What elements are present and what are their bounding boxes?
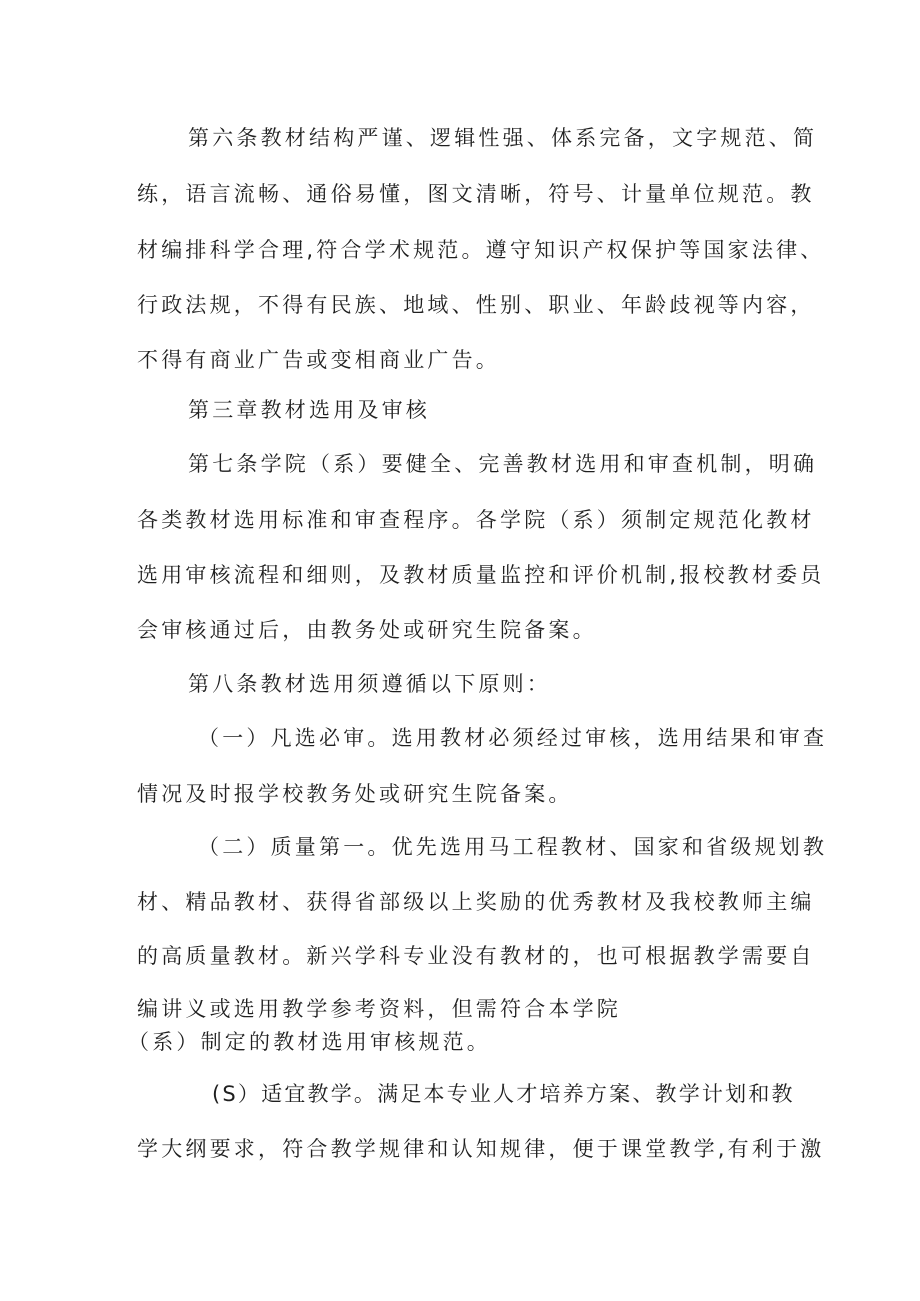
text-line: 编讲义或选用教学参考资料，但需符合本学院 — [137, 997, 621, 1021]
text-line: 第八条教材选用须遵循以下原则： — [188, 672, 551, 696]
text-line: （一）凡选必审。选用教材必须经过审核，选用结果和审查 — [198, 726, 828, 750]
text-line: 材编排科学合理,符合学术规范。遵守知识产权保护等国家法律、 — [137, 238, 825, 262]
text-line: (S）适宜教学。满足本专业人才培养方案、教学计划和教 — [212, 1082, 795, 1106]
section-heading: 第三章教材选用及审核 — [188, 398, 430, 422]
text-line: 练，语言流畅、通俗易懂，图文清晰，符号、计量单位规范。教 — [137, 182, 815, 206]
text-line: 行政法规，不得有民族、地域、性别、职业、年龄歧视等内容， — [137, 293, 815, 317]
text-line: （系）制定的教材选用审核规范。 — [128, 1030, 491, 1054]
text-line: 情况及时报学校教务处或研究生院备案。 — [137, 782, 573, 806]
text-line: 学大纲要求，符合教学规律和认知规律，便于课堂教学,有利于激 — [137, 1137, 825, 1161]
text-line: 选用审核流程和细则，及教材质量监控和评价机制,报校教材委员 — [137, 563, 825, 587]
text-line: 的高质量教材。新兴学科专业没有教材的，也可根据教学需要自 — [137, 944, 815, 968]
text-line: （二）质量第一。优先选用马工程教材、国家和省级规划教 — [198, 835, 828, 859]
text-line: 各类教材选用标准和审查程序。各学院（系）须制定规范化教材 — [137, 508, 815, 532]
text-line: 会审核通过后，由教务处或研究生院备案。 — [137, 618, 597, 642]
text-line: 不得有商业广告或变相商业广告。 — [137, 348, 500, 372]
text-line: 第六条教材结构严谨、逻辑性强、体系完备，文字规范、简 — [188, 126, 818, 150]
text-line: 第七条学院（系）要健全、完善教材选用和审查机制，明确 — [188, 452, 818, 476]
text-line: 材、精品教材、获得省部级以上奖励的优秀教材及我校教师主编 — [137, 890, 815, 914]
